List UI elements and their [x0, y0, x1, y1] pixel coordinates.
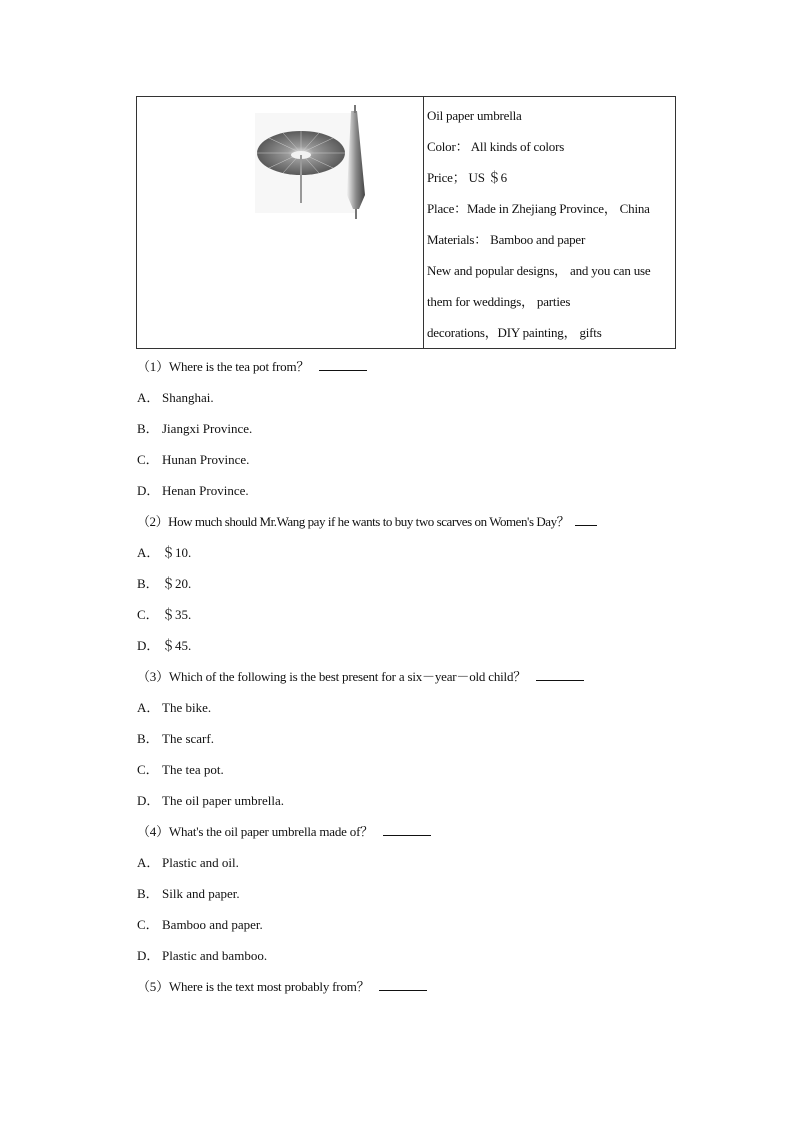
question-1-stem	[137, 351, 682, 382]
option-letter: B．	[137, 421, 159, 436]
option-letter: D．	[137, 948, 160, 963]
option-letter: B．	[137, 576, 159, 591]
option-letter: A．	[137, 390, 160, 405]
option-letter: D．	[137, 793, 160, 808]
option-b[interactable]	[137, 568, 682, 599]
option-letter: A．	[137, 855, 160, 870]
question-list	[137, 351, 682, 1002]
question-text: （1）Where is the tea pot from？	[137, 359, 310, 374]
option-text: Hunan Province.	[162, 452, 250, 467]
option-letter: A．	[137, 545, 160, 560]
option-d[interactable]	[137, 785, 682, 816]
option-text: ＄45.	[162, 638, 192, 653]
option-text: Jiangxi Province.	[162, 421, 253, 436]
product-name: Oil paper umbrella	[427, 108, 522, 123]
option-text: Bamboo and paper.	[162, 917, 263, 932]
option-text: ＄35.	[162, 607, 192, 622]
product-color: Color： All kinds of colors	[427, 139, 565, 154]
option-letter: C．	[137, 607, 159, 622]
option-c[interactable]	[137, 754, 682, 785]
option-c[interactable]	[137, 599, 682, 630]
product-table	[136, 96, 676, 349]
option-text: Plastic and oil.	[162, 855, 239, 870]
option-b[interactable]	[137, 878, 682, 909]
option-text: Plastic and bamboo.	[162, 948, 268, 963]
option-letter: B．	[137, 886, 159, 901]
answer-blank[interactable]	[536, 670, 584, 681]
option-letter: A．	[137, 700, 160, 715]
option-d[interactable]	[137, 475, 682, 506]
option-text: The bike.	[162, 700, 212, 715]
answer-blank[interactable]	[575, 515, 597, 526]
answer-blank[interactable]	[383, 825, 431, 836]
option-letter: B．	[137, 731, 159, 746]
question-2-stem	[137, 506, 682, 537]
option-letter: C．	[137, 762, 159, 777]
option-d[interactable]	[137, 630, 682, 661]
option-c[interactable]	[137, 909, 682, 940]
option-text: The scarf.	[162, 731, 214, 746]
option-d[interactable]	[137, 940, 682, 971]
question-5-stem	[137, 971, 682, 1002]
option-letter: C．	[137, 452, 159, 467]
answer-blank[interactable]	[319, 360, 367, 371]
option-text: Henan Province.	[162, 483, 249, 498]
question-3-stem	[137, 661, 682, 692]
option-letter: D．	[137, 483, 160, 498]
product-description-line: decorations，DIY painting， gifts	[427, 325, 602, 340]
option-text: Shanghai.	[162, 390, 214, 405]
product-place: Place：Made in Zhejiang Province， China	[427, 201, 650, 216]
option-a[interactable]	[137, 847, 682, 878]
option-text: Silk and paper.	[162, 886, 240, 901]
option-b[interactable]	[137, 413, 682, 444]
question-text: （5）Where is the text most probably from？	[137, 979, 370, 994]
question-text: （3）Which of the following is the best present for a six－year－old child？	[137, 669, 527, 684]
product-description-line: them for weddings， parties	[427, 294, 571, 309]
product-info-cell	[424, 97, 675, 348]
option-text: The tea pot.	[162, 762, 224, 777]
product-materials: Materials： Bamboo and paper	[427, 232, 586, 247]
product-image-cell	[137, 97, 424, 348]
oil-paper-umbrella-image	[255, 103, 385, 223]
option-text: ＄20.	[162, 576, 192, 591]
answer-blank[interactable]	[379, 980, 427, 991]
option-b[interactable]	[137, 723, 682, 754]
option-letter: D．	[137, 638, 160, 653]
option-a[interactable]	[137, 692, 682, 723]
option-letter: C．	[137, 917, 159, 932]
question-4-stem	[137, 816, 682, 847]
question-text: （4）What's the oil paper umbrella made of？	[137, 824, 374, 839]
option-a[interactable]	[137, 382, 682, 413]
product-price: Price； US ＄6	[427, 170, 507, 185]
option-a[interactable]	[137, 537, 682, 568]
option-text: The oil paper umbrella.	[162, 793, 285, 808]
option-text: ＄10.	[162, 545, 192, 560]
question-text: （2）How much should Mr.Wang pay if he wants to buy two scarves on Women's Day？	[137, 514, 570, 529]
option-c[interactable]	[137, 444, 682, 475]
product-description-line: New and popular designs， and you can use	[427, 263, 651, 278]
